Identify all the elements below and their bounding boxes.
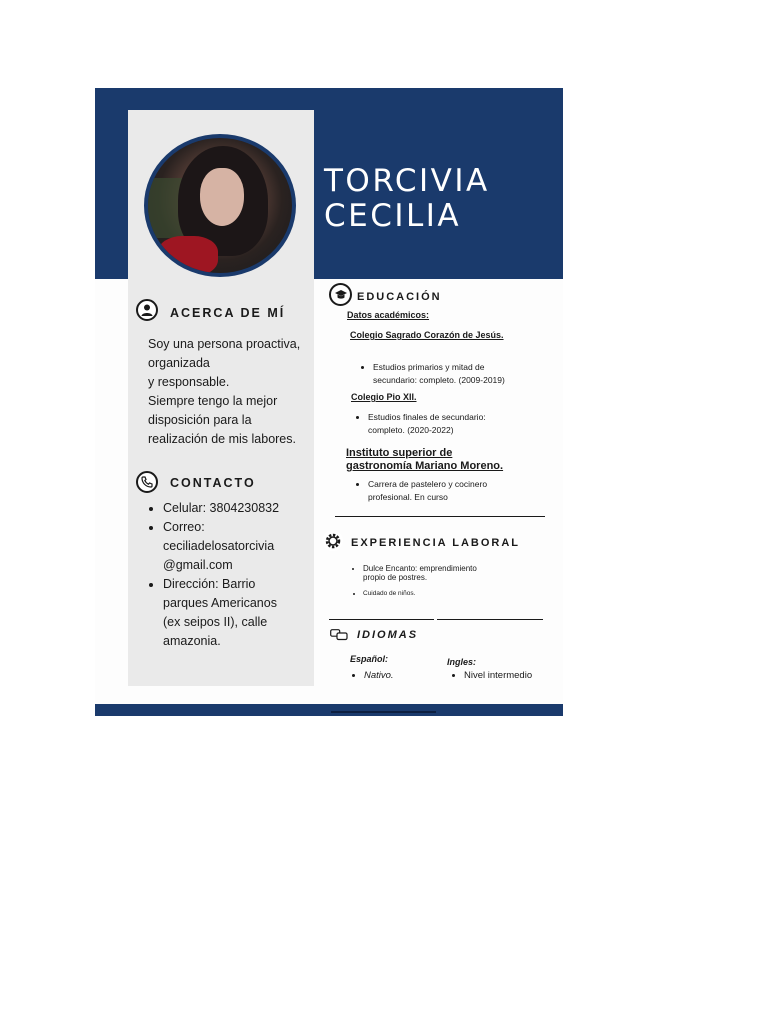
contact-phone — [163, 499, 323, 518]
experience-title: EXPERIENCIA LABORAL — [351, 537, 520, 549]
language-level-list — [350, 670, 394, 683]
school2-detail-line: • Estudios finales de secundario: — [368, 412, 486, 422]
resume-sheet — [95, 88, 563, 716]
school2-detail — [368, 411, 538, 436]
contact-list — [147, 499, 323, 651]
profile-photo — [144, 134, 296, 277]
candidate-name — [324, 164, 490, 234]
contact-address-text: (ex seipos II), calle — [163, 615, 268, 629]
divider — [437, 619, 543, 620]
contact-email-label: • Correo: — [163, 520, 205, 534]
about-line: organizada — [148, 356, 210, 370]
language-name: Español: — [350, 654, 389, 664]
user-icon — [136, 299, 158, 321]
graduation-cap-icon — [329, 283, 352, 306]
school1-detail — [373, 361, 543, 386]
about-line: Soy una persona proactiva, — [148, 337, 301, 351]
school3-details — [354, 478, 538, 503]
experience-list — [349, 564, 533, 598]
about-line: disposición para la — [148, 413, 252, 427]
school3-name-line: Instituto superior de — [346, 447, 453, 459]
contact-email-text: @gmail.com — [163, 558, 233, 572]
language-level: • Nativo. — [364, 670, 394, 683]
contact-address-text: parques Americanos — [163, 596, 277, 610]
about-line: Siempre tengo la mejor — [148, 394, 278, 408]
experience-item — [363, 589, 533, 598]
school3-detail-line: profesional. En curso — [368, 491, 448, 502]
school1-detail-line: secundario: completo. (2009-2019) — [373, 374, 505, 385]
school3-name-line: gastronomía Mariano Moreno. — [346, 460, 504, 472]
experience-item-line: Cuidado de niños. — [363, 590, 416, 597]
education-subtitle: Datos académicos: — [347, 310, 430, 320]
school1-detail-line: • Estudios primarios y mitad de — [373, 362, 485, 372]
phone-icon — [136, 471, 158, 493]
school2-detail-line: completo. (2020-2022) — [368, 424, 454, 435]
languages-title: IDIOMAS — [357, 629, 419, 641]
school3-detail — [368, 478, 538, 503]
contact-address-text: • Dirección: Barrio — [163, 577, 256, 591]
about-text — [148, 335, 316, 449]
experience-item — [363, 564, 533, 582]
language-level: • Nivel intermedio — [464, 670, 532, 683]
divider — [329, 619, 434, 620]
school3-name — [346, 447, 503, 473]
name-line1: TORCIVIA — [324, 163, 490, 199]
contact-title: CONTACTO — [170, 476, 256, 490]
school2-details — [354, 411, 538, 436]
experience-item-line: • Dulce Encanto: emprendimiento — [363, 564, 477, 573]
about-line: realización de mis labores. — [148, 432, 296, 446]
school1-details — [359, 361, 543, 386]
school2-name: Colegio Pio XII. — [351, 392, 417, 402]
footer-band — [95, 704, 563, 716]
school1-name: Colegio Sagrado Corazón de Jesús. — [350, 330, 504, 340]
name-line2: CECILIA — [324, 198, 462, 234]
gear-icon — [322, 530, 343, 551]
contact-email-text: ceciliadelosatorcivia — [163, 539, 275, 553]
about-line: y responsable. — [148, 375, 230, 389]
language-name: Ingles: — [447, 657, 477, 667]
language-level-list — [450, 670, 532, 683]
contact-address-text: amazonia. — [163, 634, 221, 648]
contact-address — [163, 575, 323, 651]
speech-bubbles-icon — [329, 627, 349, 643]
about-title: ACERCA DE MÍ — [170, 306, 286, 320]
contact-email — [163, 518, 323, 575]
school3-detail-line: • Carrera de pastelero y cocinero — [368, 479, 488, 489]
contact-phone-text: • Celular: 3804230832 — [163, 501, 280, 515]
divider — [335, 516, 545, 517]
footer-line — [331, 711, 436, 713]
education-title: EDUCACIÓN — [357, 291, 442, 303]
experience-item-line: propio de postres. — [363, 573, 428, 582]
